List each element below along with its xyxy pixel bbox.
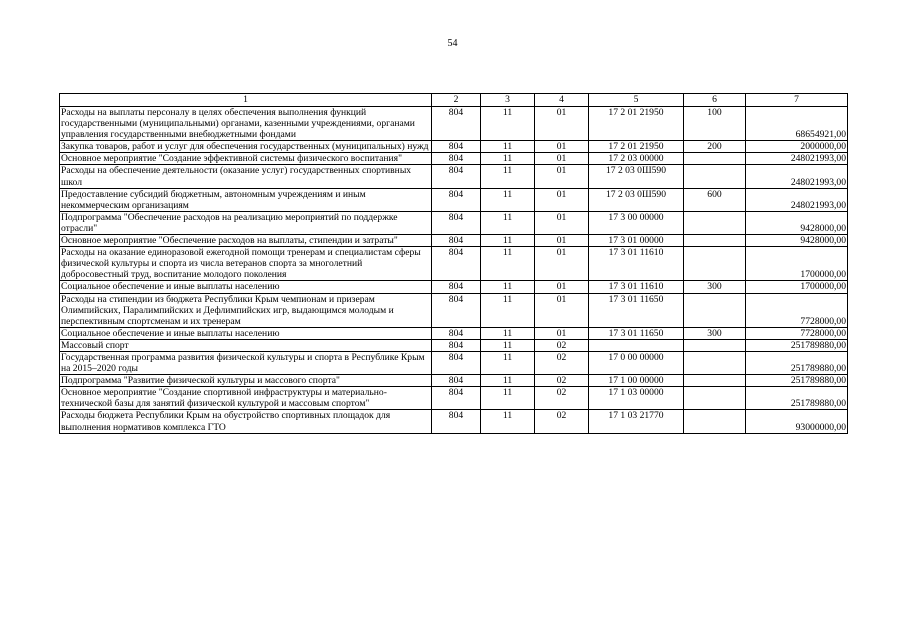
- section-code-cell: 11: [481, 327, 535, 339]
- subsection-code-cell: 01: [535, 165, 589, 188]
- target-article-cell: 17 3 01 11610: [589, 281, 684, 293]
- target-article-cell: 17 3 01 00000: [589, 235, 684, 247]
- expense-type-cell: [684, 211, 746, 234]
- table-row: [60, 165, 848, 188]
- amount-cell: 93000000,00: [746, 410, 848, 433]
- amount-cell: 251789880,00: [746, 351, 848, 374]
- subsection-code-cell: 01: [535, 153, 589, 165]
- table-row: [60, 188, 848, 211]
- section-code-cell: 11: [481, 165, 535, 188]
- header-cell: 6: [684, 94, 746, 107]
- description-cell: Социальное обеспечение и иные выплаты населению: [60, 327, 432, 339]
- expense-type-cell: 600: [684, 188, 746, 211]
- expense-type-cell: [684, 247, 746, 281]
- description-cell: Расходы на стипендии из бюджета Республики Крым чемпионам и призерам Олимпийских, Паралимпийских и Дефлимпийских игр, выдающимся молодым и перспективным спортсменам и их тренерам: [60, 293, 432, 327]
- expense-type-cell: 300: [684, 281, 746, 293]
- department-code-cell: 804: [432, 153, 481, 165]
- description-cell: Расходы на обеспечение деятельности (оказание услуг) государственных спортивных школ: [60, 165, 432, 188]
- table-row: [60, 247, 848, 281]
- target-article-cell: 17 2 03 00000: [589, 153, 684, 165]
- department-code-cell: 804: [432, 375, 481, 387]
- amount-cell: 1700000,00: [746, 281, 848, 293]
- section-code-cell: 11: [481, 375, 535, 387]
- department-code-cell: 804: [432, 247, 481, 281]
- budget-table: [59, 93, 848, 434]
- table-row: [60, 293, 848, 327]
- header-cell: 2: [432, 94, 481, 107]
- subsection-code-cell: 01: [535, 188, 589, 211]
- target-article-cell: 17 2 01 21950: [589, 107, 684, 141]
- target-article-cell: 17 2 03 0Ш590: [589, 188, 684, 211]
- header-cell: 1: [60, 94, 432, 107]
- section-code-cell: 11: [481, 141, 535, 153]
- description-cell: Основное мероприятие "Создание эффективной системы физического воспитания": [60, 153, 432, 165]
- amount-cell: 251789880,00: [746, 375, 848, 387]
- amount-cell: 7728000,00: [746, 293, 848, 327]
- table-row: [60, 153, 848, 165]
- description-cell: Подпрограмма "Развитие физической культуры и массового спорта": [60, 375, 432, 387]
- department-code-cell: 804: [432, 339, 481, 351]
- subsection-code-cell: 01: [535, 235, 589, 247]
- target-article-cell: 17 1 03 00000: [589, 387, 684, 410]
- table-row: [60, 211, 848, 234]
- description-cell: Подпрограмма "Обеспечение расходов на реализацию мероприятий по поддержке отрасли": [60, 211, 432, 234]
- section-code-cell: 11: [481, 211, 535, 234]
- amount-cell: 248021993,00: [746, 153, 848, 165]
- section-code-cell: 11: [481, 281, 535, 293]
- section-code-cell: 11: [481, 351, 535, 374]
- section-code-cell: 11: [481, 247, 535, 281]
- amount-cell: 68654921,00: [746, 107, 848, 141]
- expense-type-cell: [684, 293, 746, 327]
- target-article-cell: 17 3 00 00000: [589, 211, 684, 234]
- table-row: [60, 351, 848, 374]
- header-cell: 4: [535, 94, 589, 107]
- department-code-cell: 804: [432, 351, 481, 374]
- section-code-cell: 11: [481, 235, 535, 247]
- expense-type-cell: [684, 153, 746, 165]
- department-code-cell: 804: [432, 165, 481, 188]
- department-code-cell: 804: [432, 141, 481, 153]
- header-cell: 3: [481, 94, 535, 107]
- subsection-code-cell: 02: [535, 339, 589, 351]
- department-code-cell: 804: [432, 211, 481, 234]
- expense-type-cell: [684, 339, 746, 351]
- table-row: [60, 387, 848, 410]
- subsection-code-cell: 01: [535, 327, 589, 339]
- expense-type-cell: [684, 410, 746, 433]
- department-code-cell: 804: [432, 107, 481, 141]
- department-code-cell: 804: [432, 188, 481, 211]
- section-code-cell: 11: [481, 153, 535, 165]
- table-row: [60, 410, 848, 433]
- description-cell: Массовый спорт: [60, 339, 432, 351]
- table-row: [60, 339, 848, 351]
- expense-type-cell: [684, 351, 746, 374]
- target-article-cell: 17 3 01 11650: [589, 327, 684, 339]
- amount-cell: 9428000,00: [746, 211, 848, 234]
- target-article-cell: 17 0 00 00000: [589, 351, 684, 374]
- expense-type-cell: 100: [684, 107, 746, 141]
- table-row: [60, 281, 848, 293]
- subsection-code-cell: 01: [535, 107, 589, 141]
- description-cell: Основное мероприятие "Создание спортивной инфраструктуры и материально-технической базы для занятий физической культурой и массовым спортом": [60, 387, 432, 410]
- table-header-row: [60, 94, 848, 107]
- expense-type-cell: 200: [684, 141, 746, 153]
- subsection-code-cell: 02: [535, 410, 589, 433]
- target-article-cell: 17 1 00 00000: [589, 375, 684, 387]
- target-article-cell: 17 3 01 11610: [589, 247, 684, 281]
- description-cell: Расходы бюджета Республики Крым на обустройство спортивных площадок для выполнения нормативов комплекса ГТО: [60, 410, 432, 433]
- subsection-code-cell: 02: [535, 375, 589, 387]
- description-cell: Закупка товаров, работ и услуг для обеспечения государственных (муниципальных) нужд: [60, 141, 432, 153]
- target-article-cell: 17 3 01 11650: [589, 293, 684, 327]
- subsection-code-cell: 02: [535, 351, 589, 374]
- amount-cell: 248021993,00: [746, 188, 848, 211]
- amount-cell: 7728000,00: [746, 327, 848, 339]
- subsection-code-cell: 02: [535, 387, 589, 410]
- expense-type-cell: [684, 375, 746, 387]
- table-row: [60, 141, 848, 153]
- description-cell: Предоставление субсидий бюджетным, автономным учреждениям и иным некоммерческим организациям: [60, 188, 432, 211]
- description-cell: Государственная программа развития физической культуры и спорта в Республике Крым на 2015–2020 годы: [60, 351, 432, 374]
- header-cell: 7: [746, 94, 848, 107]
- amount-cell: 9428000,00: [746, 235, 848, 247]
- department-code-cell: 804: [432, 327, 481, 339]
- table-body: [60, 107, 848, 434]
- subsection-code-cell: 01: [535, 281, 589, 293]
- section-code-cell: 11: [481, 339, 535, 351]
- target-article-cell: [589, 339, 684, 351]
- page-number: 54: [447, 38, 458, 49]
- description-cell: Расходы на выплаты персоналу в целях обеспечения выполнения функций государственными (муниципальными) органами, казенными учреждениями, органами управления государственными внебюджетными фондами: [60, 107, 432, 141]
- subsection-code-cell: 01: [535, 141, 589, 153]
- department-code-cell: 804: [432, 410, 481, 433]
- subsection-code-cell: 01: [535, 211, 589, 234]
- section-code-cell: 11: [481, 188, 535, 211]
- section-code-cell: 11: [481, 410, 535, 433]
- amount-cell: 251789880,00: [746, 387, 848, 410]
- description-cell: Основное мероприятие "Обеспечение расходов на выплаты, стипендии и затраты": [60, 235, 432, 247]
- target-article-cell: 17 2 01 21950: [589, 141, 684, 153]
- description-cell: Расходы на оказание единоразовой ежегодной помощи тренерам и специалистам сферы физической культуры и спорта из числа ветеранов спорта за многолетний добросовестный труд, воспитание молодого поколения: [60, 247, 432, 281]
- amount-cell: 2000000,00: [746, 141, 848, 153]
- department-code-cell: 804: [432, 293, 481, 327]
- expense-type-cell: [684, 235, 746, 247]
- amount-cell: 1700000,00: [746, 247, 848, 281]
- target-article-cell: 17 2 03 0Ш590: [589, 165, 684, 188]
- section-code-cell: 11: [481, 387, 535, 410]
- section-code-cell: 11: [481, 107, 535, 141]
- department-code-cell: 804: [432, 235, 481, 247]
- header-cell: 5: [589, 94, 684, 107]
- description-cell: Социальное обеспечение и иные выплаты населению: [60, 281, 432, 293]
- section-code-cell: 11: [481, 293, 535, 327]
- table-row: [60, 107, 848, 141]
- amount-cell: 251789880,00: [746, 339, 848, 351]
- table-row: [60, 235, 848, 247]
- target-article-cell: 17 1 03 21770: [589, 410, 684, 433]
- subsection-code-cell: 01: [535, 293, 589, 327]
- subsection-code-cell: 01: [535, 247, 589, 281]
- department-code-cell: 804: [432, 387, 481, 410]
- department-code-cell: 804: [432, 281, 481, 293]
- expense-type-cell: [684, 165, 746, 188]
- amount-cell: 248021993,00: [746, 165, 848, 188]
- table-row: [60, 375, 848, 387]
- expense-type-cell: 300: [684, 327, 746, 339]
- expense-type-cell: [684, 387, 746, 410]
- table-row: [60, 327, 848, 339]
